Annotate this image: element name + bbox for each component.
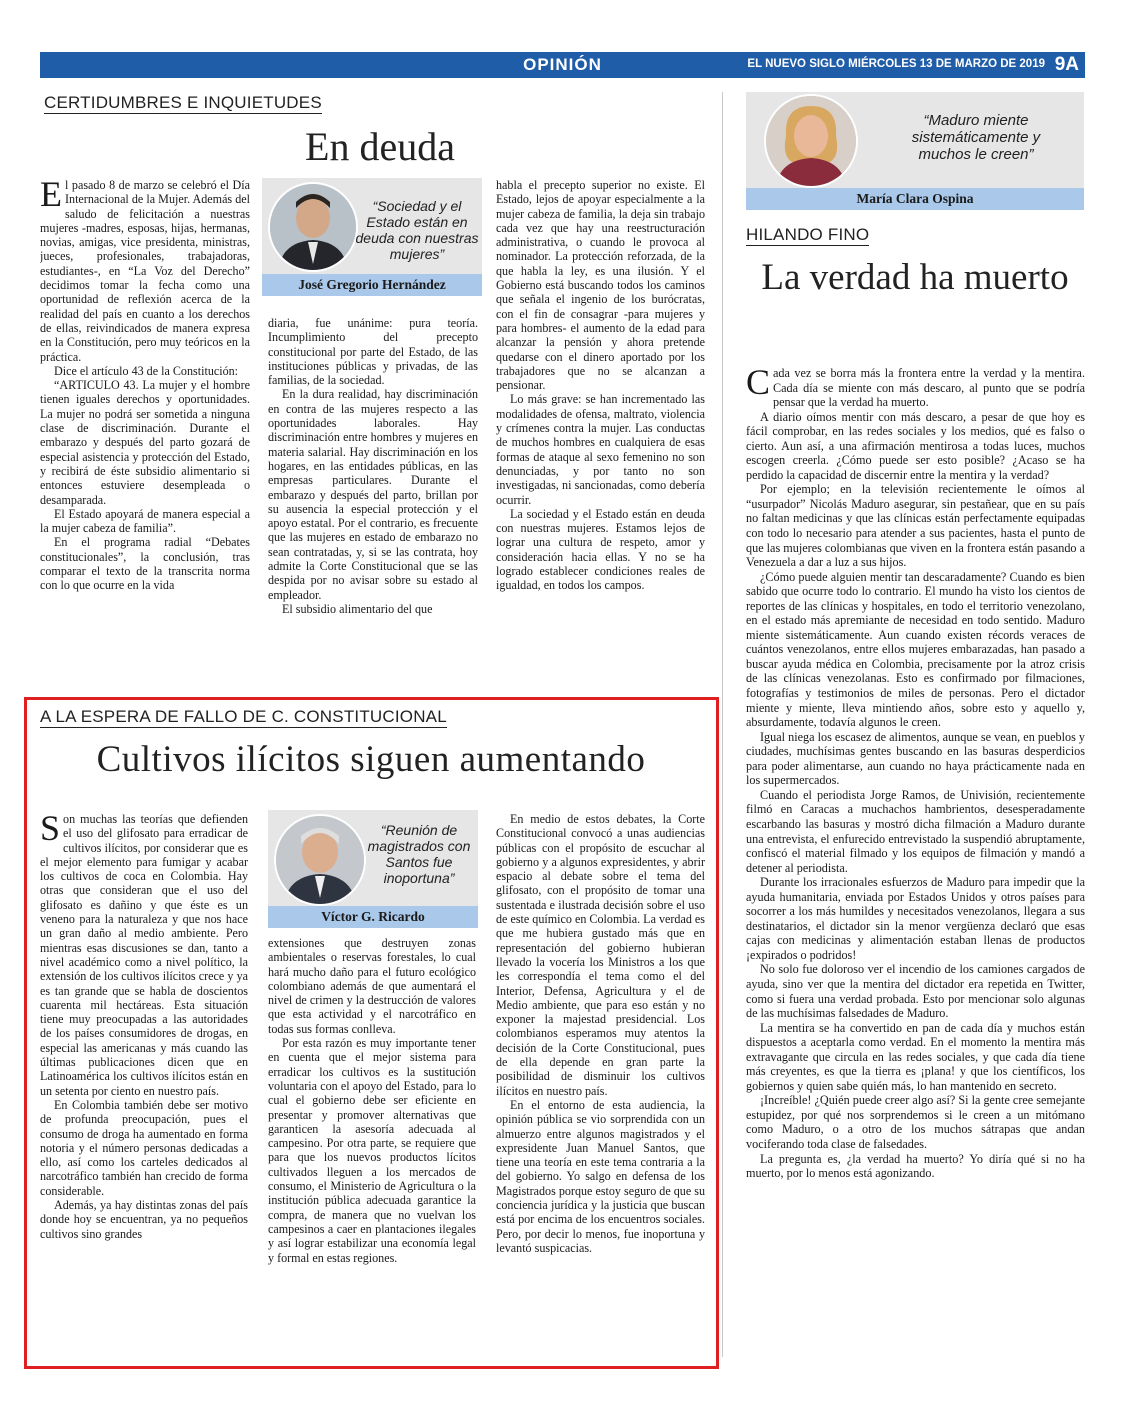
- article1-paragraph: Lo más grave: se han incrementado las modalidades de ofensa, maltrato, violencia y crímenes contra la mujer. Las conductas de muchos hombres en cualquiera de esas formas de ataque al sexo femenino no son denunciadas, y por tanto no son investigadas, ni sancionadas, como debería ocurrir.: [496, 392, 705, 507]
- article1-paragraph: habla el precepto superior no existe. El Estado, lejos de apoyar especialmente a la mujer cabeza de familia, la deja sin trabajo cada vez que hay una reestructuración administrativa, o cuando le provoca al nominador. La protección reforzada, de la que habla la ley, es una ilusión. Y el Gobierno está buscando todos los caminos que señala el ingenio de los burócratas, con el fin de consagrar -para mujeres y para hombres- el aumento de la edad para alcanzar la pensión y ahora pretende quedarse con el dinero aportado por los trabajadores que no se alcanzan a pensionar.: [496, 178, 705, 393]
- article3-paragraph: La mentira se ha convertido en pan de cada día y muchos están dispuestos a aceptarla como verdad. En el momento la mentira más extravagante que circula en las redes sociales, y que cada día tiene más creyentes, es que la tierra es ¡plana! y que los científicos, los gobiernos y quien sabe quién más, lo han mantenido en secreto.: [746, 1020, 1085, 1093]
- article1-column-1: [40, 178, 250, 678]
- article3-paragraph: A diario oímos mentir con más descaro, a pesar de que hoy es fácil comprobar, en las redes sociales y los medios, qué es falso o cierto. Aun así, a una afirmación mentirosa a todas luces, muchos escogen creerla. ¿Cómo puede ser esto posible? ¿Acaso se ha perdido la capacidad de discernir entre la mentira y la verdad?: [746, 409, 1085, 482]
- article1-column-2: [268, 316, 478, 678]
- article1-paragraph: La sociedad y el Estado están en deuda con nuestras mujeres. Estamos lejos de lograr una cultura de respeto, amor y consideración hacia ellas. Y no se ha logrado establecer condiciones reales de igualdad, en todos los campos.: [496, 506, 705, 593]
- article2-paragraph: extensiones que destruyen zonas ambientales o reservas forestales, lo cual hará mucho daño para el futuro ecológico colombiano además de que aumentará el nivel de crimen y la destrucción de valores que esta actividad y el narcotráfico en todas sus formas conlleva.: [268, 936, 476, 1036]
- article2-column-2: [268, 936, 476, 1352]
- article3-paragraph: Cuando el periodista Jorge Ramos, de Univisión, recientemente filmó en Caracas a muchachos hambrientos, desesperadamente escarbando las basuras y mostró dicha filmación a Maduro durante una entrevista, el enfurecido entrevistado la suspendió abruptamente, confiscó el material filmado y los equipos de filmación y mandó a detener al periodista.: [746, 787, 1085, 875]
- article2-paragraph: Además, ya hay distintas zonas del país donde hoy se encuentran, ya no pequeños cultivos sino grandes: [40, 1198, 248, 1241]
- article1-column-3: [496, 178, 705, 678]
- page-header-bar: [40, 52, 1085, 78]
- author-photo: [274, 814, 366, 906]
- portrait-icon: [276, 816, 364, 904]
- article3-title: La verdad ha muerto: [761, 257, 1069, 298]
- article1-paragraph: Dice el artículo 43 de la Constitución:: [54, 363, 239, 378]
- article2-paragraph: Son muchas las teorías que defienden el uso del glifosato para erradicar de cultivos ilícitos, por considerar que es el mejor elemento para fumigar y acabar los cultivos de coca en Colombia. Hay otras que consideran que el uso del glifosato es dañino y que éste es un veneno para la naturaleza y que nos hace un gran daño al medio ambiente. Pero mientras esas discusiones se dan, tanto a nivel académico como a nivel político, la extensión de los cultivos ilícitos crece y ya es tan grande que se habla de doscientos cuarenta mil hectáreas. Esta situación tiene muy preocupadas a las autoridades de los países consumidores de drogas, en especial las americanas y más cuando las últimas publicaciones dicen que en Latinoamérica los cultivos ilícitos están en un setenta por ciento en nuestro país.: [40, 812, 248, 1098]
- section-title: OPINIÓN: [523, 55, 602, 74]
- article3-paragraph: ¿Cómo puede alguien mentir tan descaradamente? Cuando es bien sabido que ocurre todo lo contrario. El mundo ha visto los cientos de reportes de las clínicas y hospitales, en todo el territorio venezolano, en el estado más apremiante de necesidad en todo sentido. Maduro miente sistemáticamente. Aun cuando existen récords veraces de cuántos venezolanos, entre ellos mujeres embarazadas, han pasado a buscar ayuda médica en Colombia, precisamente por la atroz crisis de las clínicas venezolanas. Esto es confirmado por filmaciones, fotografías y testimonios de miles de personas. Pero el dictador miente y miente, lleva mintiendo años, sobre esto y aquello y, absurdamente, todavía algunos le creen.: [746, 569, 1085, 730]
- portrait-icon: [270, 184, 356, 270]
- author-quote: “Maduro miente sistemáticamente y muchos le creen”: [911, 112, 1041, 163]
- article1-paragraph: El subsidio alimentario del que: [282, 601, 433, 616]
- author-photo: [268, 182, 358, 272]
- article3-paragraph: Cada vez se borra más la frontera entre la verdad y la mentira. Cada día se miente con más descaro, al punto que se podría pensar que la verdad ha muerto.: [746, 366, 1085, 410]
- article2-column-1: [40, 812, 248, 1352]
- article1-paragraph: El pasado 8 de marzo se celebró el Día Internacional de la Mujer. Además del saludo de felicitación a nuestras mujeres -madres, esposas, hijas, hermanas, novias, amigas, vice presidenta, ministras, jueces, profesionales, trabajadoras, estudiantes-, en “La Voz del Derecho” decidimos tomar la fecha como una oportunidad de reflexión acerca de la realidad del país en cuanto a los derechos de ellas, reivindicados de manera expresa en la Constitución, pero muy teóricos en la práctica.: [40, 178, 250, 364]
- article1-kicker: CERTIDUMBRES E INQUIETUDES: [44, 93, 322, 112]
- author-photo: [764, 94, 858, 188]
- author-name: Víctor G. Ricardo: [268, 906, 478, 928]
- article1-paragraph: diaria, fue unánime: pura teoría. Incumplimiento del precepto constitucional por parte del Estado, de las instituciones públicas y privadas, de las familias, de la sociedad.: [268, 316, 478, 388]
- article3-paragraph: Durante los irracionales esfuerzos de Maduro para impedir que la ayuda humanitaria, enviada por Estados Unidos y otros países para socorrer a los más humildes y necesitados venezolanos, llegara a sus destinatarios, el dictador sin la menor vergüenza declaró que esas cajas con medicinas y alimentación estaban llenas de productos ¡expirados o podridos!: [746, 875, 1085, 962]
- article3-paragraph: La pregunta es, ¿la verdad ha muerto? Yo diría qué si no ha muerto, por lo menos está agonizando.: [746, 1151, 1085, 1181]
- dateline: EL NUEVO SIGLO MIÉRCOLES 13 DE MARZO DE 2019: [747, 58, 1045, 70]
- article3-paragraph: Por ejemplo; en la televisión recientemente le oímos al “usurpador” Nicolás Maduro asegurar, sin pestañear, que en su país no faltan medicinas y que las clínicas están perfectamente equipadas con todo lo necesario para atender a sus pacientes, hasta el punto de que las mujeres colombianas que viven en la frontera están pasando a Venezuela a dar a luz a sus hijos.: [746, 482, 1085, 570]
- author-box-1: [262, 178, 482, 296]
- article2-paragraph: En medio de estos debates, la Corte Constitucional convocó a unas audiencias públicas con el propósito de escuchar al gobierno y a algunos expresidentes, y abrir espacio al debate sobre el tema del glifosato, con el propósito de tomar una sustentada e ilustrada decisión sobre el uso de este químico en Colombia. La verdad es que me hubiera gustado más que en representación del gobierno hubieran llevado la vocería los Ministros a los que les correspondía el tema como el del Interior, Defensa, Agricultura y el de Medio ambiente, que para eso están y no exponer la majestad presidencial. Los colombianos esperamos muy atentos la decisión de la Corte Constitucional, pues de ella depende en gran parte la posibilidad de disminuir los cultivos ilícitos en nuestro país.: [496, 812, 705, 1098]
- article2-paragraph: En el entorno de esta audiencia, la opinión pública se vio sorprendida con un almuerzo entre algunos magistrados y el expresidente Juan Manuel Santos, que tiene una teoría en este tema contraria a la del gobierno. Yo salgo en defensa de los Magistrados porque estoy seguro de que su conciencia jurídica y la justicia que buscan está por encima de los encuentros sociales. Pero, por decir lo menos, fue inoportuna y levantó suspicacias.: [496, 1097, 705, 1255]
- article3-paragraph: ¡Increíble! ¿Quién puede creer algo así? Si la gente cree semejante estupidez, por qué nos sorprendemos si le creen a un mitómano como Maduro, o a otro de los muchos sátrapas que andan vociferando toda clase de falsedades.: [746, 1093, 1085, 1151]
- article2-paragraph: Por esta razón es muy importante tener en cuenta que el mejor sistema para erradicar los cultivos es la sustitución voluntaria con el apoyo del Estado, para lo cual el gobierno debe ser eficiente en presentar y promover alternativas que garanticen la asesoría adecuada al campesino. Por otra parte, se requiere que para que los nuevos productos lícitos cultivados lleguen a los mercados de consumo, el Ministerio de Agricultura o la institución pública adecuada garantice la compra, de manera que no vuelvan los campesinos a caer en plantaciones ilegales y así lograr estabilizar una economía legal y formal en estas regiones.: [268, 1036, 476, 1265]
- author-box-3: [746, 92, 1084, 210]
- article3-kicker: HILANDO FINO: [746, 225, 870, 244]
- author-name: José Gregorio Hernández: [262, 274, 482, 296]
- article3-body: [746, 366, 1085, 1356]
- article1-paragraph: El Estado apoyará de manera especial a la mujer cabeza de familia”.: [40, 506, 250, 536]
- article3-paragraph: Igual niega los escasez de alimentos, aunque se vean, en pueblos y ciudades, muchísimas gentes buscando en las basuras desperdicios para poder alimentarse, aun cuando no haya prácticamente nada en los supermercados.: [746, 729, 1085, 788]
- article2-paragraph: En Colombia también debe ser motivo de profunda preocupación, pues el consumo de droga ha aumentado en forma notoria y el número personas dedicadas a ello, así como los carteles dedicados al narcotráfico también han crecido de forma considerable.: [40, 1097, 248, 1198]
- article1-paragraph: En la dura realidad, hay discriminación en contra de las mujeres respecto a las oportunidades laborales. Hay discriminación entre hombres y mujeres en materia salarial. Hay discriminación en los hogares, en las entidades públicas, en las empresas particulares. Durante el embarazo y después del parto, brillan por su ausencia la especial protección y el apoyo estatal. Por el contrario, es frecuente que las mujeres en estado de embarazo no sean contratadas, y, si se las contrata, hoy admite la Corte Constitucional que se las despida por no avisar sobre su estado al empleador.: [268, 387, 478, 602]
- article1-paragraph: “ARTICULO 43. La mujer y el hombre tienen iguales derechos y oportunidades. La mujer no podrá ser sometida a ninguna clase de discriminación. Durante el embarazo y después del parto gozará de especial asistencia y protección del Estado, y recibirá de éste subsidio alimentario si entonces estuviere desempleada o desamparada.: [40, 378, 250, 507]
- article2-column-3: [496, 812, 705, 1352]
- author-name: María Clara Ospina: [746, 188, 1084, 210]
- author-quote: “Sociedad y el Estado están en deuda con nuestras mujeres”: [355, 198, 479, 262]
- article1-title: En deuda: [305, 124, 455, 169]
- article2-title: Cultivos ilícitos siguen aumentando: [96, 739, 646, 780]
- page-number: 9A: [1054, 54, 1079, 75]
- article1-paragraph: En el programa radial “Debates constitucionales”, la conclusión, tras comparar el texto de la transcrita norma con lo que ocurre en la vida: [40, 535, 250, 593]
- author-box-2: [268, 810, 478, 928]
- author-quote: “Reunión de magistrados con Santos fue inoportuna”: [367, 822, 471, 886]
- portrait-icon: [766, 96, 856, 186]
- column-divider: [722, 92, 723, 1357]
- article2-kicker: A LA ESPERA DE FALLO DE C. CONSTITUCIONAL: [40, 707, 447, 726]
- article3-paragraph: No solo fue doloroso ver el incendio de los camiones cargados de ayuda, sino ver que la mentira del dictador era repetida en Twitter, como si fuera una verdad probada. Esto por mencionar solo algunas de las muchísimas falsedades de Maduro.: [746, 962, 1085, 1021]
